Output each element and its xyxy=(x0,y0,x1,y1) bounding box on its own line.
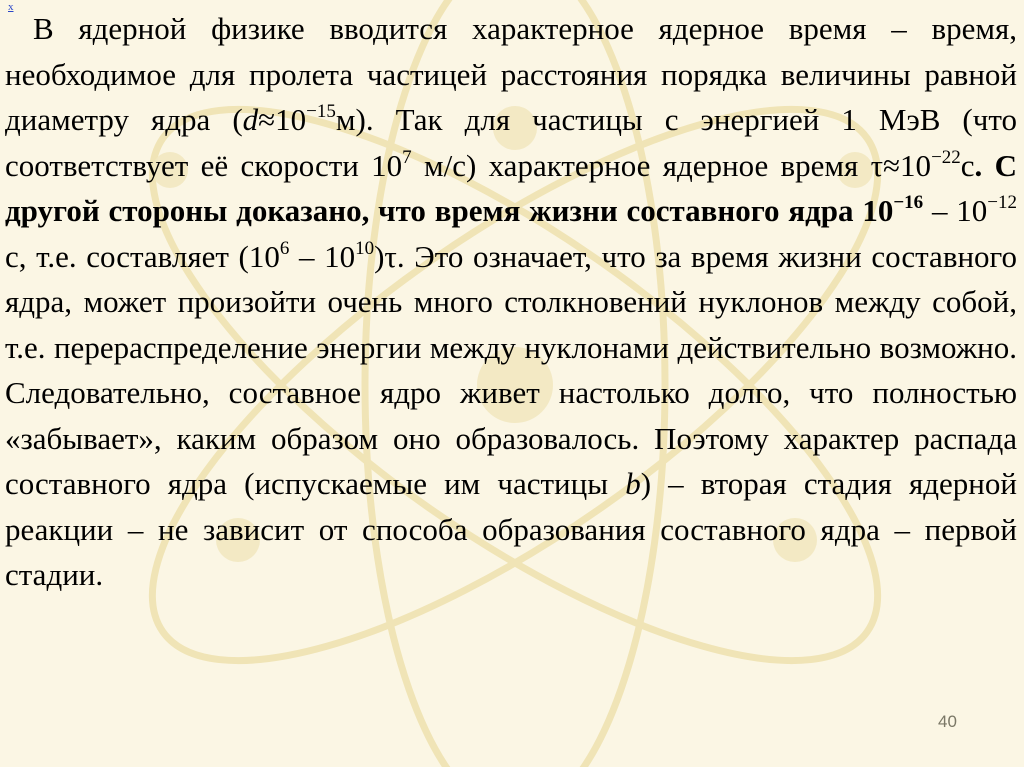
text-run: с xyxy=(960,147,975,183)
bold-text-run: . С другой стороны доказано, что время жизни составного ядра 10 xyxy=(5,147,1017,228)
exponent: 6 xyxy=(279,237,290,259)
b-symbol: b xyxy=(625,466,641,501)
exponent: 10 xyxy=(355,237,375,259)
close-link[interactable]: x xyxy=(8,1,14,13)
text-run: )τ. Это означает, что за время жизни составного ядра, может произойти очень много столкновений нуклонов между собой, т.е. перераспределение энергии между нуклонами действительно возможно. Следовательно, составное ядро живет настолько долго, что полностью «забывает», каким образом оно образовалось. Поэтому характер распада составного ядра (испускаемые им частицы xyxy=(5,238,1017,501)
exponent: −15 xyxy=(306,101,336,122)
text-run: В ядерной физике вводится характерное ядерное время – время, необходимое для пролета частицей расстояния порядка величины равной диаметру ядра ( xyxy=(5,11,1017,137)
body-text xyxy=(5,6,1017,598)
text-run: м/с) характерное ядерное время τ≈10 xyxy=(411,147,932,183)
page-number: 40 xyxy=(938,712,957,731)
exponent: −16 xyxy=(893,192,924,213)
text-run: м). Так для частицы с энергией 1 МэВ (что соответствует её скорости 10 xyxy=(5,102,1017,183)
text-run: – 10 xyxy=(289,238,356,274)
d-symbol: d xyxy=(242,102,259,137)
exponent: 7 xyxy=(402,146,412,168)
exponent: −12 xyxy=(987,192,1018,213)
text-run: ≈10 xyxy=(258,102,307,137)
text-run: – 10 xyxy=(923,193,988,228)
text-run: с, т.е. составляет (10 xyxy=(5,238,280,274)
text-run: ) – вторая стадия ядерной реакции – не зависит от способа образования составного ядра – первой стадии. xyxy=(5,466,1017,592)
exponent: −22 xyxy=(931,146,961,168)
